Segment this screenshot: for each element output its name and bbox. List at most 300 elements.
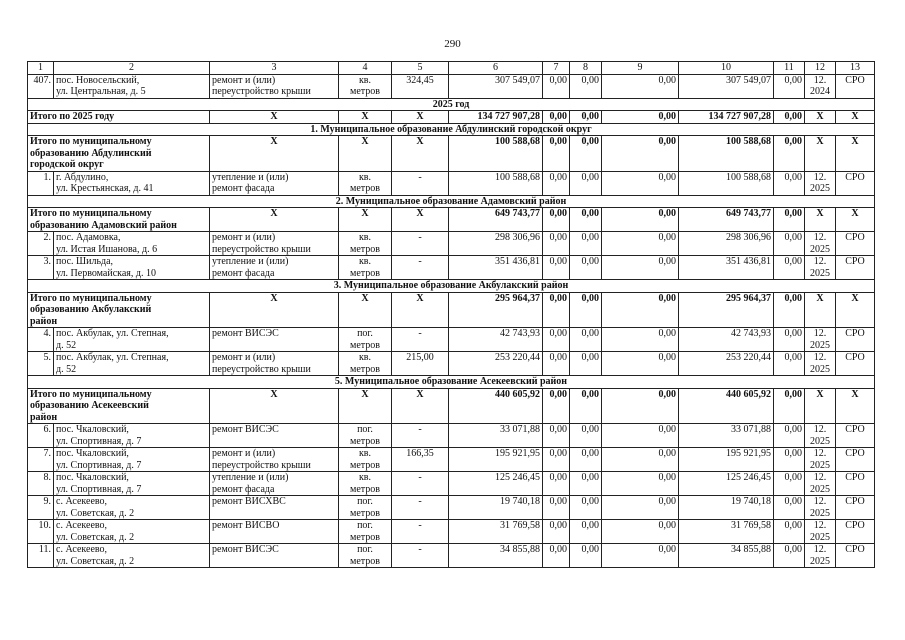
work-type-line: ремонт и (или) bbox=[212, 232, 276, 243]
cell-col9: 0,00 bbox=[602, 74, 679, 98]
subtotal-label-line: район bbox=[30, 411, 58, 423]
cell-total-cost: 33 071,88 bbox=[449, 424, 543, 448]
address bbox=[54, 352, 210, 376]
unit-line: метров bbox=[350, 483, 380, 495]
unit-line: кв. bbox=[358, 256, 372, 267]
subtotal-label-line: Итого по муниципальному bbox=[30, 136, 152, 147]
cell-col11: 0,00 bbox=[774, 74, 805, 98]
address bbox=[54, 520, 210, 544]
cell-fund-cost: 100 588,68 bbox=[679, 171, 774, 195]
cell-col11: 0,00 bbox=[774, 472, 805, 496]
work-type-line bbox=[212, 556, 336, 568]
cell-fund-cost: 34 855,88 bbox=[679, 544, 774, 568]
row-number: 10. bbox=[28, 520, 54, 544]
completion-date-line: 12. bbox=[813, 352, 827, 363]
completion-date-line: 12. bbox=[813, 496, 827, 507]
contractor-type: СРО bbox=[836, 496, 875, 520]
cell-col8: 0,00 bbox=[570, 352, 602, 376]
cell-col9: 0,00 bbox=[602, 544, 679, 568]
cell-col11: 0,00 bbox=[774, 111, 805, 124]
unit-line: метров bbox=[350, 555, 380, 567]
completion-date-line: 2025 bbox=[810, 459, 830, 471]
cell-total-cost: 31 769,58 bbox=[449, 520, 543, 544]
cell-col4: X bbox=[339, 208, 392, 232]
cell-col11: 0,00 bbox=[774, 448, 805, 472]
contractor-type: СРО bbox=[836, 256, 875, 280]
address-line: пос. Адамовка, bbox=[56, 232, 121, 243]
cell-col9: 0,00 bbox=[602, 292, 679, 328]
unit-line: пог. bbox=[357, 520, 373, 531]
work-type-line: ремонт ВИСЭС bbox=[212, 328, 279, 339]
work-type-line: утепление и (или) bbox=[212, 171, 289, 183]
address-line: ул. Советская, д. 2 bbox=[56, 531, 135, 543]
work-type bbox=[210, 496, 339, 520]
cell-col5: X bbox=[392, 388, 449, 424]
subtotal-label bbox=[28, 208, 210, 232]
row-number: 5. bbox=[28, 352, 54, 376]
column-header: 4 bbox=[339, 62, 392, 75]
cell-col4: X bbox=[339, 136, 392, 172]
unit-line: кв. bbox=[358, 232, 372, 243]
area-value: - bbox=[392, 520, 449, 544]
cell-col7: 0,00 bbox=[543, 256, 570, 280]
area-value: 215,00 bbox=[392, 352, 449, 376]
subtotal-label bbox=[28, 136, 210, 172]
cell-fund-cost: 195 921,95 bbox=[679, 448, 774, 472]
cell-col9: 0,00 bbox=[602, 388, 679, 424]
cell-col11: 0,00 bbox=[774, 171, 805, 195]
contractor-type: СРО bbox=[836, 424, 875, 448]
work-type-line bbox=[212, 340, 336, 352]
work-type-line: переустройство крыши bbox=[212, 363, 311, 375]
cell-total-cost: 34 855,88 bbox=[449, 544, 543, 568]
cell-col8: 0,00 bbox=[570, 544, 602, 568]
work-type-line: ремонт и (или) bbox=[212, 448, 276, 459]
cell-col3: X bbox=[210, 388, 339, 424]
section-header-row bbox=[28, 98, 875, 111]
address-line: ул. Советская, д. 2 bbox=[56, 555, 135, 567]
work-type-line: утепление и (или) bbox=[212, 256, 289, 267]
address bbox=[54, 448, 210, 472]
column-header: 11 bbox=[774, 62, 805, 75]
work-type-line bbox=[212, 532, 336, 544]
cell-col5: X bbox=[392, 208, 449, 232]
address-line: с. Асекеево, bbox=[56, 496, 108, 507]
column-header: 13 bbox=[836, 62, 875, 75]
column-header: 8 bbox=[570, 62, 602, 75]
row-number: 407. bbox=[28, 74, 54, 98]
cell-total-cost: 100 588,68 bbox=[449, 171, 543, 195]
unit-line: кв. bbox=[358, 472, 372, 483]
cell-total-cost: 134 727 907,28 bbox=[449, 111, 543, 124]
completion-date-line: 12. bbox=[813, 448, 827, 459]
address-line: пос. Акбулак, ул. Степная, bbox=[56, 352, 169, 363]
cell-col12: X bbox=[805, 292, 836, 328]
cell-col11: 0,00 bbox=[774, 544, 805, 568]
row-number: 3. bbox=[28, 256, 54, 280]
subtotal-label-line: образованию Акбулакский bbox=[30, 304, 152, 315]
work-type-line: ремонт ВИСВО bbox=[212, 520, 280, 531]
cell-fund-cost: 31 769,58 bbox=[679, 520, 774, 544]
contractor-type: СРО bbox=[836, 520, 875, 544]
cell-col8: 0,00 bbox=[570, 171, 602, 195]
unit-line: метров bbox=[350, 459, 380, 471]
row-number: 6. bbox=[28, 424, 54, 448]
work-type-line: ремонт фасада bbox=[212, 267, 275, 279]
cell-total-cost: 195 921,95 bbox=[449, 448, 543, 472]
cell-total-cost: 19 740,18 bbox=[449, 496, 543, 520]
cell-col9: 0,00 bbox=[602, 256, 679, 280]
address-line: пос. Акбулак, ул. Степная, bbox=[56, 328, 169, 339]
work-type-line: ремонт и (или) bbox=[212, 74, 276, 86]
cell-total-cost: 649 743,77 bbox=[449, 208, 543, 232]
address-line: пос. Чкаловский, bbox=[56, 448, 129, 459]
work-type bbox=[210, 352, 339, 376]
cell-total-cost: 298 306,96 bbox=[449, 232, 543, 256]
cell-col11: 0,00 bbox=[774, 352, 805, 376]
area-value: - bbox=[392, 232, 449, 256]
completion-date-line: 12. bbox=[813, 544, 827, 555]
unit bbox=[339, 448, 392, 472]
cell-col9: 0,00 bbox=[602, 328, 679, 352]
cell-col8: 0,00 bbox=[570, 136, 602, 172]
completion-date-line: 2025 bbox=[810, 483, 830, 495]
cell-col8: 0,00 bbox=[570, 111, 602, 124]
table-row bbox=[28, 520, 875, 544]
column-header: 10 bbox=[679, 62, 774, 75]
cell-col8: 0,00 bbox=[570, 74, 602, 98]
column-header: 7 bbox=[543, 62, 570, 75]
cell-col9: 0,00 bbox=[602, 520, 679, 544]
address-line: ул. Спортивная, д. 7 bbox=[56, 483, 142, 495]
work-type bbox=[210, 171, 339, 195]
cell-col7: 0,00 bbox=[543, 448, 570, 472]
unit-line: пог. bbox=[357, 328, 373, 339]
unit-line: кв. bbox=[358, 74, 372, 86]
unit bbox=[339, 496, 392, 520]
table-row bbox=[28, 544, 875, 568]
address-line: с. Асекеево, bbox=[56, 520, 108, 531]
cell-col9: 0,00 bbox=[602, 171, 679, 195]
work-type-line: переустройство крыши bbox=[212, 459, 311, 471]
cell-col7: 0,00 bbox=[543, 424, 570, 448]
work-type bbox=[210, 232, 339, 256]
work-type bbox=[210, 256, 339, 280]
cell-col11: 0,00 bbox=[774, 328, 805, 352]
page-number: 290 bbox=[444, 38, 461, 50]
cell-col12: X bbox=[805, 208, 836, 232]
row-number: 7. bbox=[28, 448, 54, 472]
cell-col8: 0,00 bbox=[570, 232, 602, 256]
work-type bbox=[210, 448, 339, 472]
cell-col9: 0,00 bbox=[602, 448, 679, 472]
subtotal-label-line: район bbox=[30, 315, 58, 327]
table-row bbox=[28, 496, 875, 520]
subtotal-label-line: Итого по муниципальному bbox=[30, 292, 152, 304]
cell-col7: 0,00 bbox=[543, 292, 570, 328]
completion-date bbox=[805, 74, 836, 98]
unit bbox=[339, 171, 392, 195]
section-title: 2025 год bbox=[28, 98, 875, 111]
cell-fund-cost: 100 588,68 bbox=[679, 136, 774, 172]
cell-col8: 0,00 bbox=[570, 520, 602, 544]
subtotal-label: Итого по 2025 году bbox=[28, 111, 210, 124]
area-value: - bbox=[392, 256, 449, 280]
completion-date-line: 2025 bbox=[810, 555, 830, 567]
cell-col3: X bbox=[210, 136, 339, 172]
unit bbox=[339, 232, 392, 256]
row-number: 2. bbox=[28, 232, 54, 256]
cell-col3: X bbox=[210, 111, 339, 124]
address-line: ул. Крестьянская, д. 41 bbox=[56, 183, 154, 194]
completion-date-line: 12. bbox=[813, 328, 827, 339]
work-type bbox=[210, 544, 339, 568]
work-type-line: ремонт и (или) bbox=[212, 352, 276, 363]
cell-fund-cost: 440 605,92 bbox=[679, 388, 774, 424]
cell-col8: 0,00 bbox=[570, 256, 602, 280]
section-title: 1. Муниципальное образование Абдулинский городской округ bbox=[28, 123, 875, 136]
unit bbox=[339, 520, 392, 544]
cell-fund-cost: 19 740,18 bbox=[679, 496, 774, 520]
work-type-line: ремонт фасада bbox=[212, 483, 275, 495]
unit bbox=[339, 472, 392, 496]
completion-date bbox=[805, 472, 836, 496]
cell-fund-cost: 33 071,88 bbox=[679, 424, 774, 448]
area-value: - bbox=[392, 424, 449, 448]
unit-line: пог. bbox=[357, 496, 373, 507]
cell-col8: 0,00 bbox=[570, 328, 602, 352]
address bbox=[54, 256, 210, 280]
cell-col9: 0,00 bbox=[602, 472, 679, 496]
cell-col8: 0,00 bbox=[570, 388, 602, 424]
completion-date-line: 12. bbox=[813, 232, 827, 243]
cell-total-cost: 440 605,92 bbox=[449, 388, 543, 424]
contractor-type: СРО bbox=[836, 232, 875, 256]
unit-line: пог. bbox=[357, 544, 373, 555]
cell-col8: 0,00 bbox=[570, 448, 602, 472]
contractor-type: СРО bbox=[836, 328, 875, 352]
row-number: 8. bbox=[28, 472, 54, 496]
work-type bbox=[210, 424, 339, 448]
cell-col4: X bbox=[339, 388, 392, 424]
subtotal-row bbox=[28, 292, 875, 328]
cell-total-cost: 125 246,45 bbox=[449, 472, 543, 496]
unit bbox=[339, 256, 392, 280]
repair-program-table bbox=[27, 61, 875, 568]
area-value: 166,35 bbox=[392, 448, 449, 472]
table-body bbox=[28, 62, 875, 568]
cell-fund-cost: 125 246,45 bbox=[679, 472, 774, 496]
table-row bbox=[28, 232, 875, 256]
cell-fund-cost: 307 549,07 bbox=[679, 74, 774, 98]
area-value: - bbox=[392, 472, 449, 496]
unit bbox=[339, 424, 392, 448]
subtotal-label-line: образованию Адамовский район bbox=[30, 219, 177, 231]
cell-fund-cost: 649 743,77 bbox=[679, 208, 774, 232]
cell-col5: X bbox=[392, 136, 449, 172]
unit-line: метров bbox=[350, 183, 380, 194]
unit-line: метров bbox=[350, 339, 380, 351]
cell-col9: 0,00 bbox=[602, 111, 679, 124]
cell-col4: X bbox=[339, 292, 392, 328]
completion-date bbox=[805, 352, 836, 376]
completion-date bbox=[805, 256, 836, 280]
row-number: 9. bbox=[28, 496, 54, 520]
cell-col13: X bbox=[836, 136, 875, 172]
cell-col9: 0,00 bbox=[602, 424, 679, 448]
unit-line: метров bbox=[350, 243, 380, 255]
subtotal-label-line: Итого по муниципальному bbox=[30, 388, 152, 400]
cell-col13: X bbox=[836, 292, 875, 328]
completion-date bbox=[805, 232, 836, 256]
completion-date bbox=[805, 328, 836, 352]
cell-col11: 0,00 bbox=[774, 208, 805, 232]
subtotal-row bbox=[28, 208, 875, 232]
subtotal-label-line: Итого по муниципальному bbox=[30, 208, 152, 219]
cell-total-cost: 307 549,07 bbox=[449, 74, 543, 98]
cell-fund-cost: 253 220,44 bbox=[679, 352, 774, 376]
row-number: 11. bbox=[28, 544, 54, 568]
cell-col11: 0,00 bbox=[774, 424, 805, 448]
cell-col12: X bbox=[805, 111, 836, 124]
address bbox=[54, 424, 210, 448]
unit-line: метров bbox=[350, 267, 380, 279]
work-type-line: ремонт ВИСХВС bbox=[212, 496, 286, 507]
section-header-row bbox=[28, 195, 875, 208]
address-line: ул. Центральная, д. 5 bbox=[56, 86, 146, 97]
completion-date bbox=[805, 171, 836, 195]
subtotal-row bbox=[28, 111, 875, 124]
completion-date-line: 12. bbox=[813, 74, 827, 86]
unit bbox=[339, 74, 392, 98]
work-type bbox=[210, 74, 339, 98]
subtotal-label-line: городской округ bbox=[30, 159, 104, 170]
area-value: - bbox=[392, 171, 449, 195]
contractor-type: СРО bbox=[836, 544, 875, 568]
work-type-line: ремонт фасада bbox=[212, 183, 275, 194]
subtotal-label-line: образованию Асекеевский bbox=[30, 400, 149, 411]
column-header: 6 bbox=[449, 62, 543, 75]
cell-fund-cost: 351 436,81 bbox=[679, 256, 774, 280]
cell-col11: 0,00 bbox=[774, 292, 805, 328]
cell-total-cost: 351 436,81 bbox=[449, 256, 543, 280]
address-line: г. Абдулино, bbox=[56, 171, 109, 183]
completion-date-line: 2025 bbox=[810, 435, 830, 447]
cell-col7: 0,00 bbox=[543, 208, 570, 232]
address-line: пос. Чкаловский, bbox=[56, 424, 129, 435]
unit bbox=[339, 544, 392, 568]
unit-line: метров bbox=[350, 507, 380, 519]
subtotal-row bbox=[28, 136, 875, 172]
column-header: 3 bbox=[210, 62, 339, 75]
cell-col5: X bbox=[392, 292, 449, 328]
work-type bbox=[210, 328, 339, 352]
completion-date-line: 2025 bbox=[810, 339, 830, 351]
address-line: ул. Спортивная, д. 7 bbox=[56, 435, 142, 447]
cell-fund-cost: 298 306,96 bbox=[679, 232, 774, 256]
address-line: с. Асекеево, bbox=[56, 544, 108, 555]
address bbox=[54, 171, 210, 195]
work-type-line: ремонт ВИСЭС bbox=[212, 544, 279, 555]
completion-date-line: 2025 bbox=[810, 243, 830, 255]
area-value: - bbox=[392, 328, 449, 352]
completion-date-line: 2024 bbox=[810, 86, 830, 97]
cell-col7: 0,00 bbox=[543, 496, 570, 520]
cell-col11: 0,00 bbox=[774, 520, 805, 544]
cell-col11: 0,00 bbox=[774, 256, 805, 280]
address-line: ул. Истая Ишанова, д. 6 bbox=[56, 243, 158, 255]
cell-col9: 0,00 bbox=[602, 136, 679, 172]
column-header: 5 bbox=[392, 62, 449, 75]
cell-col9: 0,00 bbox=[602, 496, 679, 520]
completion-date-line: 2025 bbox=[810, 267, 830, 279]
column-header: 2 bbox=[54, 62, 210, 75]
subtotal-row bbox=[28, 388, 875, 424]
completion-date-line: 2025 bbox=[810, 183, 830, 194]
unit-line: кв. bbox=[358, 448, 372, 459]
address bbox=[54, 328, 210, 352]
address-line: пос. Шильда, bbox=[56, 256, 114, 267]
cell-col7: 0,00 bbox=[543, 111, 570, 124]
cell-col3: X bbox=[210, 208, 339, 232]
cell-col7: 0,00 bbox=[543, 544, 570, 568]
section-title: 2. Муниципальное образование Адамовский район bbox=[28, 195, 875, 208]
cell-col11: 0,00 bbox=[774, 232, 805, 256]
completion-date-line: 12. bbox=[813, 171, 827, 183]
cell-col8: 0,00 bbox=[570, 424, 602, 448]
address-line: д. 52 bbox=[56, 363, 77, 375]
unit-line: метров bbox=[350, 531, 380, 543]
column-header-row bbox=[28, 62, 875, 75]
row-number: 1. bbox=[28, 171, 54, 195]
contractor-type: СРО bbox=[836, 472, 875, 496]
cell-col7: 0,00 bbox=[543, 328, 570, 352]
work-type-line: утепление и (или) bbox=[212, 472, 289, 483]
unit bbox=[339, 328, 392, 352]
completion-date bbox=[805, 448, 836, 472]
table-row bbox=[28, 448, 875, 472]
cell-col7: 0,00 bbox=[543, 232, 570, 256]
subtotal-label bbox=[28, 292, 210, 328]
cell-col7: 0,00 bbox=[543, 74, 570, 98]
area-value: - bbox=[392, 496, 449, 520]
address-line: ул. Спортивная, д. 7 bbox=[56, 459, 142, 471]
cell-col3: X bbox=[210, 292, 339, 328]
cell-col9: 0,00 bbox=[602, 232, 679, 256]
unit-line: кв. bbox=[358, 171, 372, 183]
cell-total-cost: 100 588,68 bbox=[449, 136, 543, 172]
unit-line: метров bbox=[350, 435, 380, 447]
cell-col7: 0,00 bbox=[543, 388, 570, 424]
work-type-line bbox=[212, 436, 336, 448]
cell-col12: X bbox=[805, 388, 836, 424]
completion-date-line: 12. bbox=[813, 256, 827, 267]
cell-total-cost: 295 964,37 bbox=[449, 292, 543, 328]
unit-line: пог. bbox=[357, 424, 373, 435]
cell-col13: X bbox=[836, 388, 875, 424]
cell-col7: 0,00 bbox=[543, 472, 570, 496]
work-type-line: ремонт ВИСЭС bbox=[212, 424, 279, 435]
cell-col8: 0,00 bbox=[570, 472, 602, 496]
cell-col7: 0,00 bbox=[543, 136, 570, 172]
cell-col13: X bbox=[836, 111, 875, 124]
address bbox=[54, 544, 210, 568]
completion-date bbox=[805, 520, 836, 544]
unit-line: метров bbox=[350, 86, 380, 97]
section-title: 3. Муниципальное образование Акбулакский район bbox=[28, 280, 875, 293]
address bbox=[54, 472, 210, 496]
address-line: пос. Чкаловский, bbox=[56, 472, 129, 483]
